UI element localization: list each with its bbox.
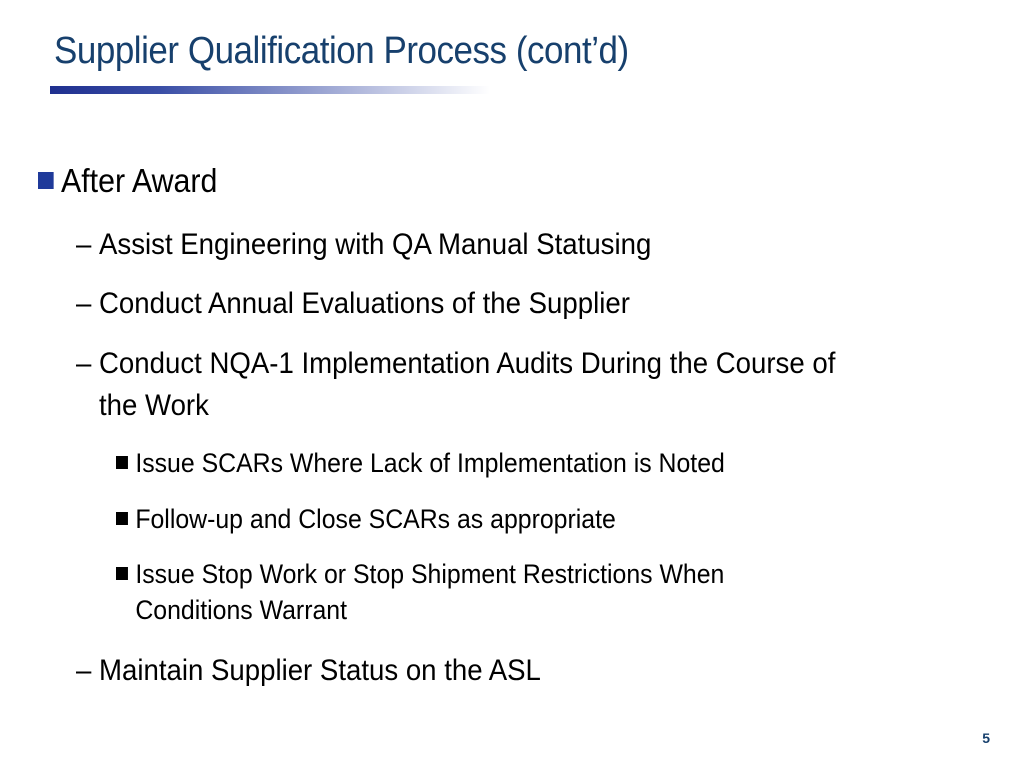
bullet-text-line2: the Work (99, 389, 209, 422)
slide-title: Supplier Qualification Process (cont’d) (54, 30, 629, 72)
bullet-text: Issue SCARs Where Lack of Implementation is Noted (135, 448, 725, 478)
bullet-text: Maintain Supplier Status on the ASL (99, 654, 541, 687)
dash-bullet-icon: – (76, 287, 92, 320)
bullet-text (99, 343, 835, 427)
bullet-text: Conduct Annual Evaluations of the Supplier (99, 287, 630, 320)
dash-bullet-icon: – (76, 347, 92, 380)
sub-sub-bullet-close-scars (116, 501, 616, 537)
bullet-text: Follow-up and Close SCARs as appropriate (135, 504, 616, 534)
sub-bullet-implementation-audits (76, 343, 835, 427)
dash-bullet-icon: – (76, 228, 92, 261)
bullet-text-line1: Issue Stop Work or Stop Shipment Restrictions When (135, 559, 725, 589)
sub-bullet-supplier-status (76, 650, 541, 692)
square-bullet-icon (116, 456, 128, 469)
sub-bullet-annual-evaluations (76, 283, 630, 325)
bullet-text-line1: Conduct NQA-1 Implementation Audits During the Course of (99, 347, 836, 380)
sub-sub-bullet-issue-scars (116, 445, 725, 481)
bullet-text: Assist Engineering with QA Manual Statusing (99, 228, 652, 261)
square-bullet-icon (116, 512, 128, 525)
page-number: 5 (982, 730, 990, 746)
bullet-after-award (38, 162, 217, 200)
square-bullet-icon (38, 172, 54, 189)
bullet-text-line2: Conditions Warrant (135, 595, 348, 625)
bullet-text: After Award (61, 162, 218, 199)
sub-bullet-qa-manual (76, 224, 651, 266)
dash-bullet-icon: – (76, 654, 92, 687)
square-bullet-icon (116, 567, 128, 580)
sub-sub-bullet-stop-work (116, 556, 724, 628)
